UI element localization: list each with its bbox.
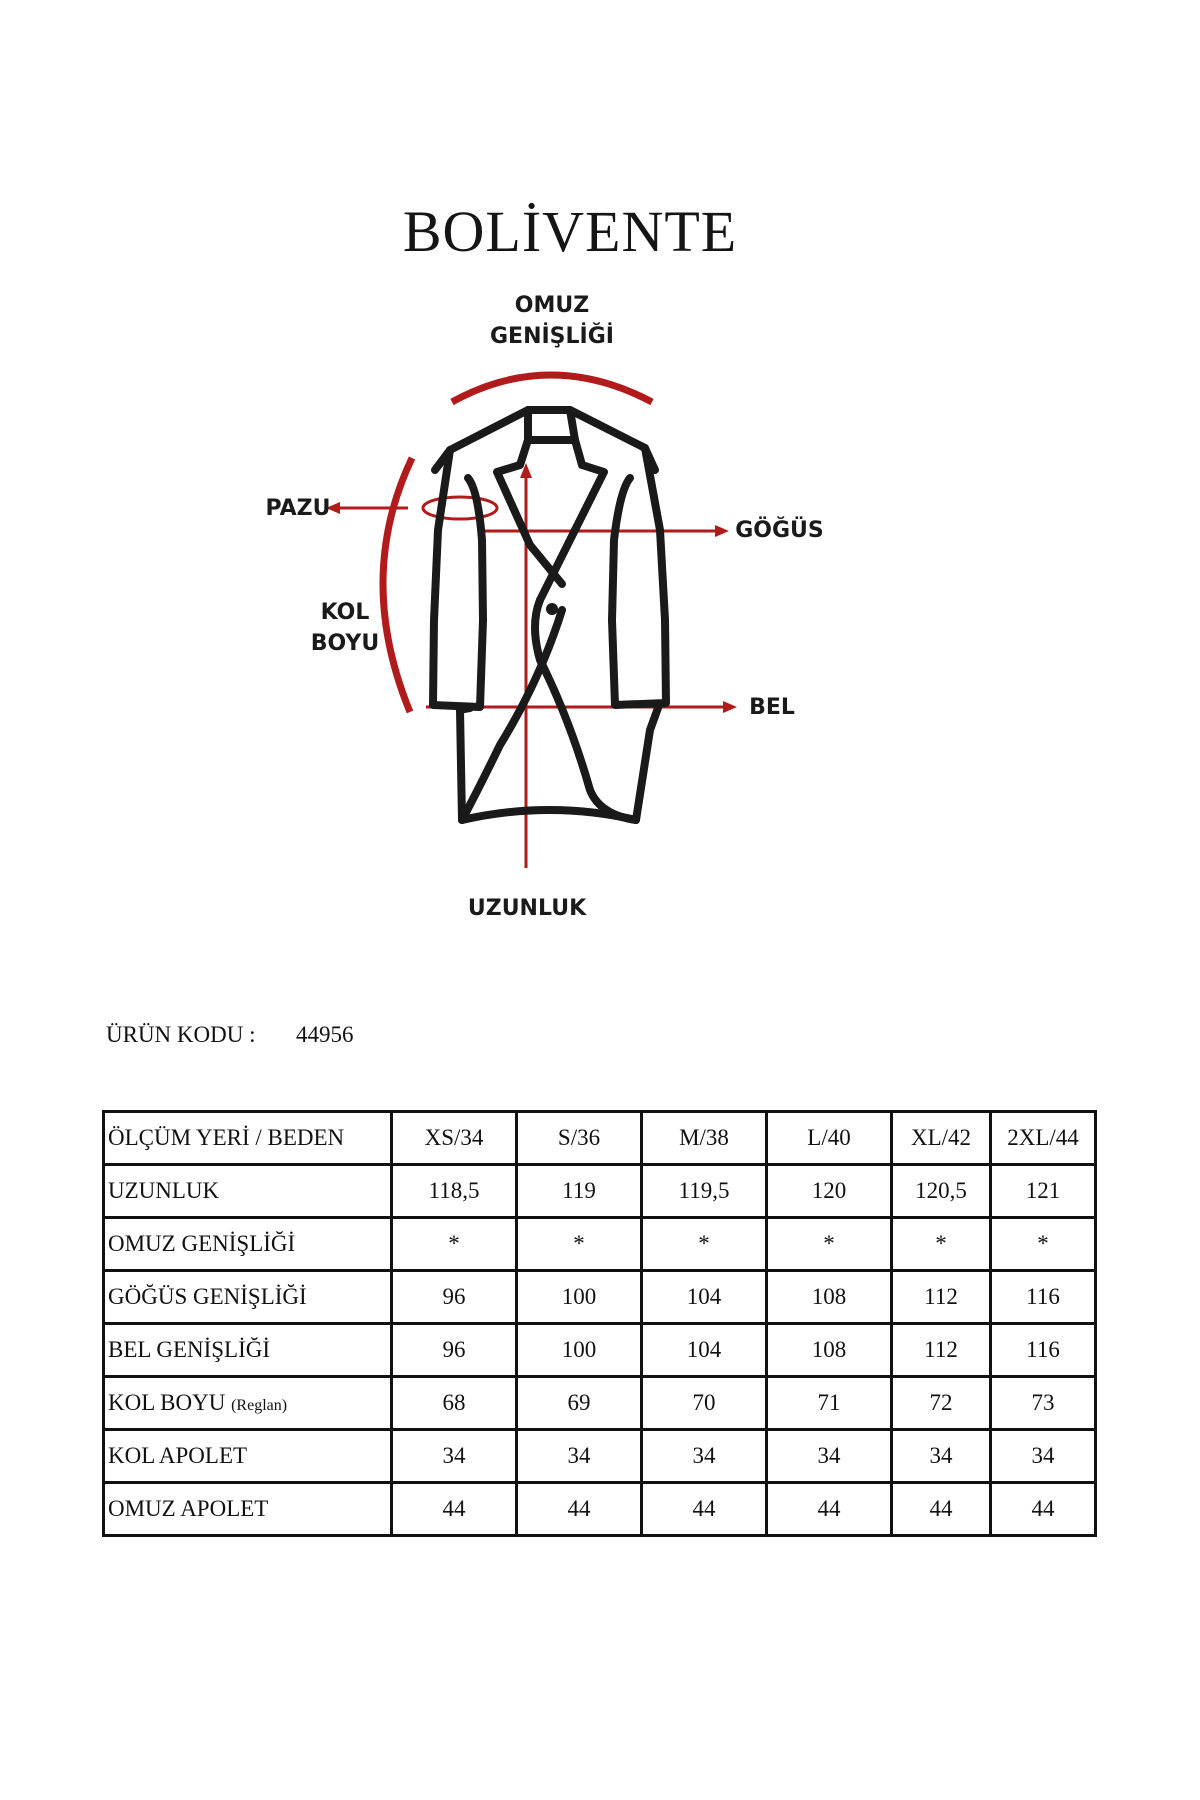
- table-cell: 73: [991, 1377, 1096, 1430]
- table-cell: *: [642, 1218, 767, 1271]
- table-cell: 69: [517, 1377, 642, 1430]
- coat-button: [546, 603, 558, 615]
- table-cell: 68: [392, 1377, 517, 1430]
- label-bel: BEL: [749, 695, 795, 720]
- left-lapel: [497, 440, 562, 584]
- size-chart-table: [102, 1110, 1097, 1537]
- table-cell: 120: [767, 1165, 892, 1218]
- table-cell: 100: [517, 1324, 642, 1377]
- table-row: [104, 1165, 1096, 1218]
- bel-arrowhead: [723, 701, 737, 713]
- table-header-row: [104, 1112, 1096, 1165]
- table-cell: 34: [767, 1430, 892, 1483]
- table-row: [104, 1271, 1096, 1324]
- table-cell: 34: [642, 1430, 767, 1483]
- label-kol-boyu: [305, 597, 385, 659]
- table-cell: *: [392, 1218, 517, 1271]
- table-cell: 70: [642, 1377, 767, 1430]
- table-cell: 116: [991, 1271, 1096, 1324]
- right-lapel: [540, 440, 604, 600]
- table-cell: *: [517, 1218, 642, 1271]
- row-label: BEL GENİŞLİĞİ: [104, 1324, 392, 1377]
- right-sleeve-inner: [612, 478, 630, 620]
- header-measurement: ÖLÇÜM YERİ / BEDEN: [104, 1112, 392, 1165]
- bicep-ellipse: [423, 497, 497, 519]
- table-cell: *: [991, 1218, 1096, 1271]
- table-row: [104, 1430, 1096, 1483]
- row-label-note: (Reglan): [231, 1397, 288, 1414]
- table-cell: 34: [991, 1430, 1096, 1483]
- header-size: XL/42: [892, 1112, 991, 1165]
- table-cell: *: [767, 1218, 892, 1271]
- table-cell: 44: [991, 1483, 1096, 1536]
- row-label: [104, 1377, 392, 1430]
- table-cell: 71: [767, 1377, 892, 1430]
- table-cell: 44: [892, 1483, 991, 1536]
- brand-logo: BOLİVENTE: [402, 199, 738, 264]
- header-size: 2XL/44: [991, 1112, 1096, 1165]
- table-cell: 96: [392, 1324, 517, 1377]
- table-cell: 118,5: [392, 1165, 517, 1218]
- sleeve-arc: [383, 458, 412, 712]
- label-pazu: PAZU: [265, 496, 331, 521]
- product-code-value: 44956: [296, 1022, 354, 1047]
- table-cell: 44: [767, 1483, 892, 1536]
- table-row: [104, 1324, 1096, 1377]
- table-cell: 44: [392, 1483, 517, 1536]
- hem: [462, 810, 636, 820]
- label-gogus: GÖĞÜS: [735, 518, 824, 543]
- table-row: [104, 1377, 1096, 1430]
- right-sleeve-outer: [612, 448, 666, 705]
- table-cell: 108: [767, 1324, 892, 1377]
- table-cell: 96: [392, 1271, 517, 1324]
- table-row: [104, 1483, 1096, 1536]
- right-body: [636, 708, 658, 820]
- label-omuz-genisligi: [478, 290, 626, 352]
- table-cell: 44: [642, 1483, 767, 1536]
- table-cell: 44: [517, 1483, 642, 1536]
- table-cell: 104: [642, 1271, 767, 1324]
- shoulder-arc: [452, 375, 652, 402]
- table-cell: 120,5: [892, 1165, 991, 1218]
- label-omuz-line1: OMUZ: [514, 293, 590, 318]
- product-code-label: ÜRÜN KODU :: [106, 1022, 256, 1047]
- header-size: S/36: [517, 1112, 642, 1165]
- table-cell: 121: [991, 1165, 1096, 1218]
- header-size: XS/34: [392, 1112, 517, 1165]
- table-cell: 72: [892, 1377, 991, 1430]
- label-kol-line2: BOYU: [310, 631, 380, 656]
- row-label: KOL APOLET: [104, 1430, 392, 1483]
- row-label: OMUZ GENİŞLİĞİ: [104, 1218, 392, 1271]
- table-cell: 104: [642, 1324, 767, 1377]
- table-cell: 34: [892, 1430, 991, 1483]
- label-kol-line1: KOL: [320, 600, 370, 625]
- label-uzunluk: UZUNLUK: [467, 896, 587, 921]
- table-cell: 116: [991, 1324, 1096, 1377]
- row-label-text: KOL BOYU: [108, 1390, 226, 1415]
- table-cell: 108: [767, 1271, 892, 1324]
- header-size: L/40: [767, 1112, 892, 1165]
- table-cell: 112: [892, 1324, 991, 1377]
- product-code-row: [106, 1022, 354, 1048]
- row-label: GÖĞÜS GENİŞLİĞİ: [104, 1271, 392, 1324]
- gogus-arrowhead: [715, 525, 729, 537]
- table-row: [104, 1218, 1096, 1271]
- header-size: M/38: [642, 1112, 767, 1165]
- table-cell: 100: [517, 1271, 642, 1324]
- label-omuz-line2: GENİŞLİĞİ: [490, 324, 614, 349]
- front-overlap: [462, 610, 562, 820]
- table-cell: 119,5: [642, 1165, 767, 1218]
- row-label: OMUZ APOLET: [104, 1483, 392, 1536]
- row-label: UZUNLUK: [104, 1165, 392, 1218]
- table-cell: 34: [517, 1430, 642, 1483]
- collar: [528, 410, 575, 440]
- table-cell: *: [892, 1218, 991, 1271]
- table-cell: 112: [892, 1271, 991, 1324]
- table-cell: 119: [517, 1165, 642, 1218]
- table-cell: 34: [392, 1430, 517, 1483]
